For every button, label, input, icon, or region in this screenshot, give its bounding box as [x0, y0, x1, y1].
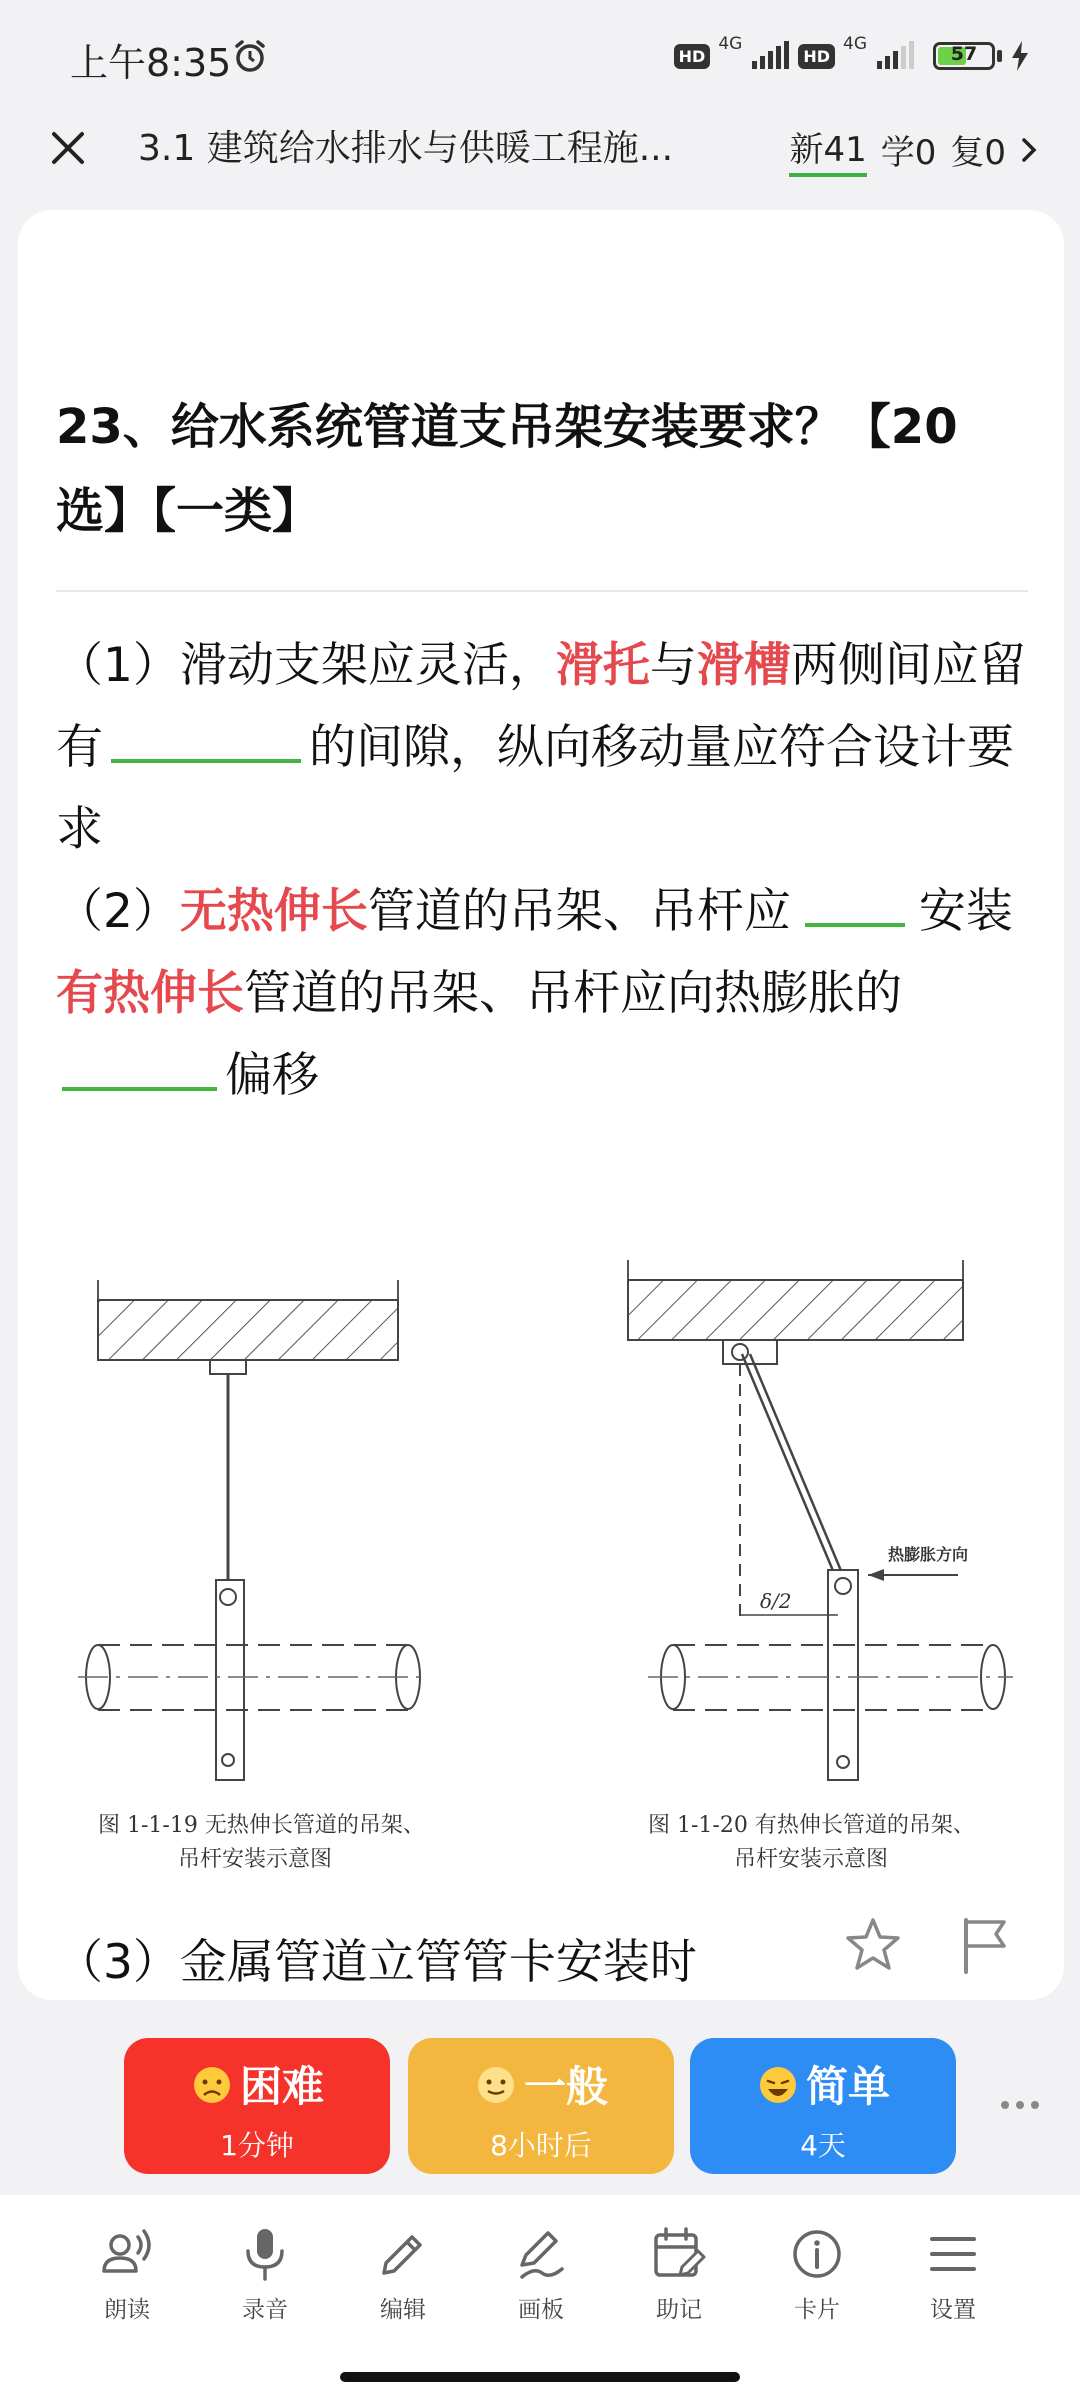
home-indicator[interactable]: [340, 2372, 740, 2382]
hanger-diagram: [58, 1240, 1048, 1880]
signal-icon-2: [875, 41, 915, 71]
answer-text-segment: 安装: [918, 884, 1013, 939]
hd-badge-2: HD: [798, 44, 835, 69]
medium-interval: 8小时后: [490, 2129, 592, 2162]
medium-label: 一般: [523, 2062, 608, 2111]
toolbar-edit-label: 编辑: [380, 2297, 426, 2323]
document-title: 3.1 建筑给水排水与供暖工程施...: [138, 128, 674, 169]
brush-icon: [512, 2225, 570, 2283]
answer-text-segment: 偏移: [225, 1048, 319, 1103]
thermal-direction-label: 热膨胀方向: [888, 1545, 969, 1564]
figure-caption-left-2: 吊杆安装示意图: [178, 1847, 333, 1872]
battery-icon: [933, 42, 995, 70]
review-count[interactable]: 复0: [950, 133, 1006, 173]
charging-icon: [1010, 41, 1030, 71]
hard-label-row: [124, 2054, 390, 2114]
figure-caption-right-2: 吊杆安装示意图: [734, 1847, 889, 1872]
toolbar-card-label: 卡片: [794, 2297, 840, 2323]
figure-caption-right-1: 图 1-1-20 有热伸长管道的吊架、: [648, 1813, 975, 1838]
toolbar-settings[interactable]: [898, 2225, 1008, 2345]
calendar-edit-icon: [650, 2225, 708, 2283]
network-label-2: 4G: [843, 34, 867, 54]
sad-face-icon: [190, 2063, 234, 2107]
answer-text-segment: 管道的吊架、吊杆应: [367, 884, 791, 939]
neutral-face-icon: [474, 2063, 518, 2107]
toolbar-mnemonic-label: 助记: [656, 2297, 702, 2323]
toolbar-read[interactable]: [72, 2225, 182, 2345]
rating-bar: [0, 2030, 1080, 2180]
toolbar-draw-label: 画板: [518, 2297, 564, 2323]
highlight-keyword: 有热伸长: [56, 966, 244, 1021]
easy-button[interactable]: [690, 2038, 956, 2174]
progress-counts[interactable]: [789, 122, 1038, 177]
status-time: 上午8:35: [70, 41, 232, 85]
toolbar-card[interactable]: [762, 2225, 872, 2345]
status-bar: [0, 0, 1080, 110]
left-diagram: [78, 1280, 428, 1872]
hd-badge: HD: [674, 44, 711, 69]
hard-button[interactable]: [124, 2038, 390, 2174]
pencil-icon: [374, 2225, 432, 2283]
flashcard: [18, 210, 1064, 2000]
hard-interval: 1分钟: [220, 2129, 294, 2162]
answer-text-segment: 与: [649, 638, 697, 693]
cloze-blank-1[interactable]: [111, 710, 301, 763]
toolbar-mnemonic[interactable]: [624, 2225, 734, 2345]
battery-tip: [997, 50, 1002, 62]
chevron-right-icon[interactable]: [1020, 135, 1038, 165]
medium-button[interactable]: [408, 2038, 674, 2174]
signal-icon: [750, 41, 790, 71]
status-icons: [674, 36, 1030, 76]
delta-label: δ/2: [760, 1589, 792, 1613]
answer-text-segment: （1）滑动支架应灵活，: [56, 638, 556, 693]
menu-icon: [924, 2225, 982, 2283]
close-icon[interactable]: [44, 124, 92, 172]
answer-text-segment: 的间隙，纵向移动量应符合设计要求: [56, 720, 1014, 857]
question-text: 23、给水系统管道支吊架安装要求？【20选】【一类】: [56, 399, 958, 539]
network-label: 4G: [718, 34, 743, 54]
toolbar-record[interactable]: [210, 2225, 320, 2345]
figure-caption-left-1: 图 1-1-19 无热伸长管道的吊架、: [98, 1813, 425, 1838]
easy-interval: 4天: [800, 2129, 846, 2162]
easy-label-row: [690, 2054, 956, 2114]
highlight-keyword: 滑槽: [696, 638, 791, 693]
toolbar-read-label: 朗读: [104, 2297, 150, 2323]
answer-next-line: （3）金属管道立管管卡安装时: [56, 1935, 697, 1990]
highlight-keyword: 滑托: [555, 638, 650, 693]
toolbar-settings-label: 设置: [930, 2297, 976, 2323]
toolbar-record-label: 录音: [242, 2297, 288, 2323]
highlight-keyword: 无热伸长: [179, 884, 368, 939]
right-diagram: [628, 1260, 1013, 1872]
speaker-person-icon: [98, 2225, 156, 2283]
divider: [56, 590, 1028, 592]
learn-count[interactable]: 学0: [880, 133, 937, 173]
toolbar-edit[interactable]: [348, 2225, 458, 2345]
alarm-icon: [232, 38, 268, 74]
toolbar-draw[interactable]: [486, 2225, 596, 2345]
answer-text-segment: 管道的吊架、吊杆应向热膨胀的: [244, 966, 902, 1021]
header-bar: [0, 100, 1080, 195]
battery-level: 57: [950, 43, 978, 65]
star-icon[interactable]: [838, 1910, 908, 1980]
answer-text-segment: 两侧间应留有: [56, 638, 1026, 775]
answer-text-segment: （2）: [56, 884, 180, 939]
cloze-blank-3[interactable]: [62, 1038, 217, 1091]
bottom-toolbar: [0, 2195, 1080, 2400]
medium-label-row: [408, 2054, 674, 2114]
info-icon: [788, 2225, 846, 2283]
cloze-blank-2[interactable]: [805, 874, 905, 927]
flag-icon[interactable]: [950, 1910, 1020, 1980]
easy-label: 简单: [805, 2062, 890, 2111]
answer-text: [56, 625, 1036, 1117]
microphone-icon: [236, 2225, 294, 2283]
new-count[interactable]: 新41: [789, 122, 866, 177]
laughing-face-icon: [756, 2063, 800, 2107]
more-icon[interactable]: [995, 2090, 1045, 2120]
hard-label: 困难: [239, 2062, 324, 2111]
